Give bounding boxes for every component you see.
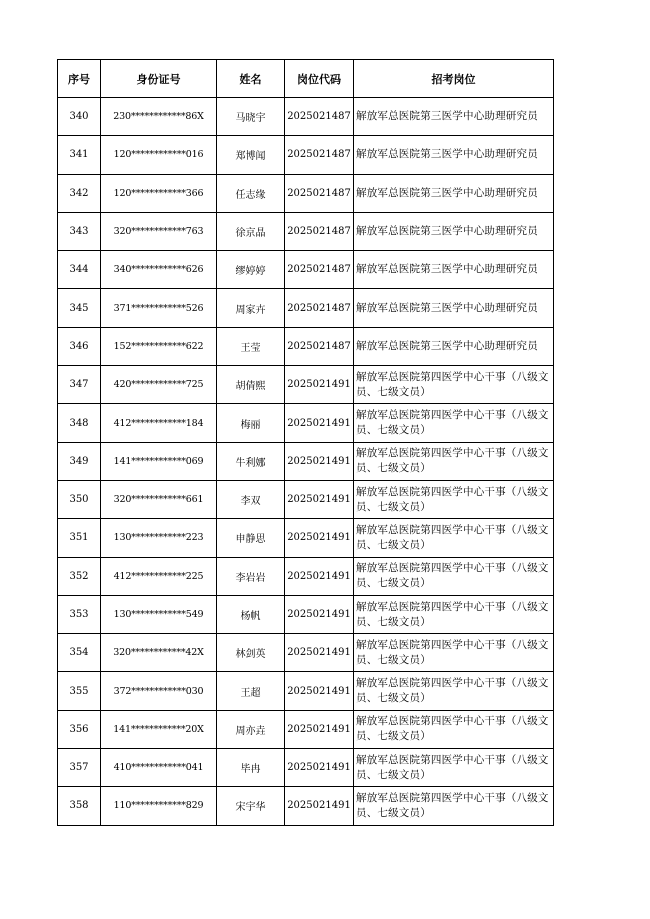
cell-name: 郑博闻 xyxy=(217,136,285,174)
cell-seq: 358 xyxy=(58,787,101,825)
cell-post-code: 2025021487 xyxy=(285,289,354,327)
cell-name: 牛利娜 xyxy=(217,442,285,480)
cell-name: 梅丽 xyxy=(217,404,285,442)
cell-id-number: 320************763 xyxy=(101,212,217,250)
cell-post: 解放军总医院第三医学中心助理研究员 xyxy=(354,136,554,174)
cell-post-code: 2025021491 xyxy=(285,672,354,710)
cell-seq: 351 xyxy=(58,519,101,557)
header-id-number: 身份证号 xyxy=(101,60,217,98)
cell-name: 缪婷婷 xyxy=(217,251,285,289)
candidate-roster-table xyxy=(57,59,554,826)
table-row xyxy=(58,634,554,672)
cell-name: 申静思 xyxy=(217,519,285,557)
cell-seq: 343 xyxy=(58,212,101,250)
cell-id-number: 152************622 xyxy=(101,327,217,365)
table-row xyxy=(58,251,554,289)
cell-seq: 356 xyxy=(58,710,101,748)
cell-id-number: 371************526 xyxy=(101,289,217,327)
cell-name: 任志缘 xyxy=(217,174,285,212)
cell-post-code: 2025021491 xyxy=(285,480,354,518)
cell-seq: 352 xyxy=(58,557,101,595)
cell-post: 解放军总医院第三医学中心助理研究员 xyxy=(354,98,554,136)
cell-id-number: 410************041 xyxy=(101,749,217,787)
cell-post-code: 2025021491 xyxy=(285,595,354,633)
cell-post-code: 2025021491 xyxy=(285,710,354,748)
table-row xyxy=(58,404,554,442)
cell-id-number: 412************184 xyxy=(101,404,217,442)
cell-name: 毕冉 xyxy=(217,749,285,787)
cell-post-code: 2025021491 xyxy=(285,787,354,825)
cell-post-code: 2025021487 xyxy=(285,98,354,136)
cell-post-code: 2025021487 xyxy=(285,327,354,365)
cell-post-code: 2025021491 xyxy=(285,366,354,404)
table-row xyxy=(58,136,554,174)
cell-seq: 342 xyxy=(58,174,101,212)
table-header xyxy=(58,60,554,98)
cell-post: 解放军总医院第四医学中心干事（八级文员、七级文员） xyxy=(354,404,554,442)
cell-name: 宋宇华 xyxy=(217,787,285,825)
cell-id-number: 120************366 xyxy=(101,174,217,212)
cell-name: 周家卉 xyxy=(217,289,285,327)
table-row xyxy=(58,749,554,787)
cell-seq: 344 xyxy=(58,251,101,289)
table-row xyxy=(58,289,554,327)
header-row xyxy=(58,60,554,98)
cell-post: 解放军总医院第四医学中心干事（八级文员、七级文员） xyxy=(354,557,554,595)
table-row xyxy=(58,366,554,404)
cell-seq: 357 xyxy=(58,749,101,787)
cell-name: 李双 xyxy=(217,480,285,518)
cell-id-number: 320************661 xyxy=(101,480,217,518)
cell-seq: 350 xyxy=(58,480,101,518)
cell-id-number: 420************725 xyxy=(101,366,217,404)
cell-post: 解放军总医院第三医学中心助理研究员 xyxy=(354,327,554,365)
cell-seq: 347 xyxy=(58,366,101,404)
cell-seq: 341 xyxy=(58,136,101,174)
cell-seq: 353 xyxy=(58,595,101,633)
cell-name: 周亦垚 xyxy=(217,710,285,748)
cell-seq: 349 xyxy=(58,442,101,480)
cell-id-number: 372************030 xyxy=(101,672,217,710)
table-row xyxy=(58,174,554,212)
header-post-code: 岗位代码 xyxy=(285,60,354,98)
cell-name: 王超 xyxy=(217,672,285,710)
table-body xyxy=(58,98,554,826)
cell-id-number: 320************42X xyxy=(101,634,217,672)
cell-post: 解放军总医院第三医学中心助理研究员 xyxy=(354,212,554,250)
table-row xyxy=(58,98,554,136)
cell-post-code: 2025021491 xyxy=(285,557,354,595)
cell-post: 解放军总医院第四医学中心干事（八级文员、七级文员） xyxy=(354,787,554,825)
cell-id-number: 412************225 xyxy=(101,557,217,595)
header-name: 姓名 xyxy=(217,60,285,98)
cell-post-code: 2025021487 xyxy=(285,174,354,212)
header-post: 招考岗位 xyxy=(354,60,554,98)
table-row xyxy=(58,595,554,633)
table-row xyxy=(58,710,554,748)
table-row xyxy=(58,327,554,365)
table-row xyxy=(58,557,554,595)
cell-post: 解放军总医院第四医学中心干事（八级文员、七级文员） xyxy=(354,672,554,710)
table-row xyxy=(58,212,554,250)
cell-post-code: 2025021491 xyxy=(285,442,354,480)
cell-id-number: 230************86X xyxy=(101,98,217,136)
table-row xyxy=(58,519,554,557)
cell-post: 解放军总医院第四医学中心干事（八级文员、七级文员） xyxy=(354,366,554,404)
cell-id-number: 130************549 xyxy=(101,595,217,633)
cell-id-number: 340************626 xyxy=(101,251,217,289)
cell-post-code: 2025021491 xyxy=(285,519,354,557)
cell-id-number: 110************829 xyxy=(101,787,217,825)
cell-post: 解放军总医院第四医学中心干事（八级文员、七级文员） xyxy=(354,442,554,480)
table-row xyxy=(58,672,554,710)
cell-post: 解放军总医院第四医学中心干事（八级文员、七级文员） xyxy=(354,595,554,633)
table-row xyxy=(58,480,554,518)
table-row xyxy=(58,442,554,480)
cell-seq: 354 xyxy=(58,634,101,672)
cell-post: 解放军总医院第三医学中心助理研究员 xyxy=(354,251,554,289)
cell-name: 王莹 xyxy=(217,327,285,365)
cell-id-number: 141************069 xyxy=(101,442,217,480)
cell-seq: 355 xyxy=(58,672,101,710)
cell-name: 马晓宇 xyxy=(217,98,285,136)
cell-seq: 345 xyxy=(58,289,101,327)
header-seq: 序号 xyxy=(58,60,101,98)
cell-post-code: 2025021491 xyxy=(285,634,354,672)
cell-name: 杨帆 xyxy=(217,595,285,633)
cell-post: 解放军总医院第四医学中心干事（八级文员、七级文员） xyxy=(354,480,554,518)
cell-post: 解放军总医院第三医学中心助理研究员 xyxy=(354,174,554,212)
cell-post-code: 2025021487 xyxy=(285,212,354,250)
cell-seq: 348 xyxy=(58,404,101,442)
table-row xyxy=(58,787,554,825)
cell-id-number: 141************20X xyxy=(101,710,217,748)
cell-post-code: 2025021487 xyxy=(285,251,354,289)
cell-id-number: 120************016 xyxy=(101,136,217,174)
cell-id-number: 130************223 xyxy=(101,519,217,557)
cell-name: 胡倩熙 xyxy=(217,366,285,404)
cell-post: 解放军总医院第四医学中心干事（八级文员、七级文员） xyxy=(354,519,554,557)
cell-post-code: 2025021487 xyxy=(285,136,354,174)
cell-seq: 346 xyxy=(58,327,101,365)
cell-post: 解放军总医院第四医学中心干事（八级文员、七级文员） xyxy=(354,634,554,672)
cell-name: 林剑英 xyxy=(217,634,285,672)
cell-name: 徐京晶 xyxy=(217,212,285,250)
cell-seq: 340 xyxy=(58,98,101,136)
cell-post-code: 2025021491 xyxy=(285,404,354,442)
cell-post: 解放军总医院第三医学中心助理研究员 xyxy=(354,289,554,327)
cell-post: 解放军总医院第四医学中心干事（八级文员、七级文员） xyxy=(354,710,554,748)
cell-name: 李岩岩 xyxy=(217,557,285,595)
cell-post-code: 2025021491 xyxy=(285,749,354,787)
cell-post: 解放军总医院第四医学中心干事（八级文员、七级文员） xyxy=(354,749,554,787)
